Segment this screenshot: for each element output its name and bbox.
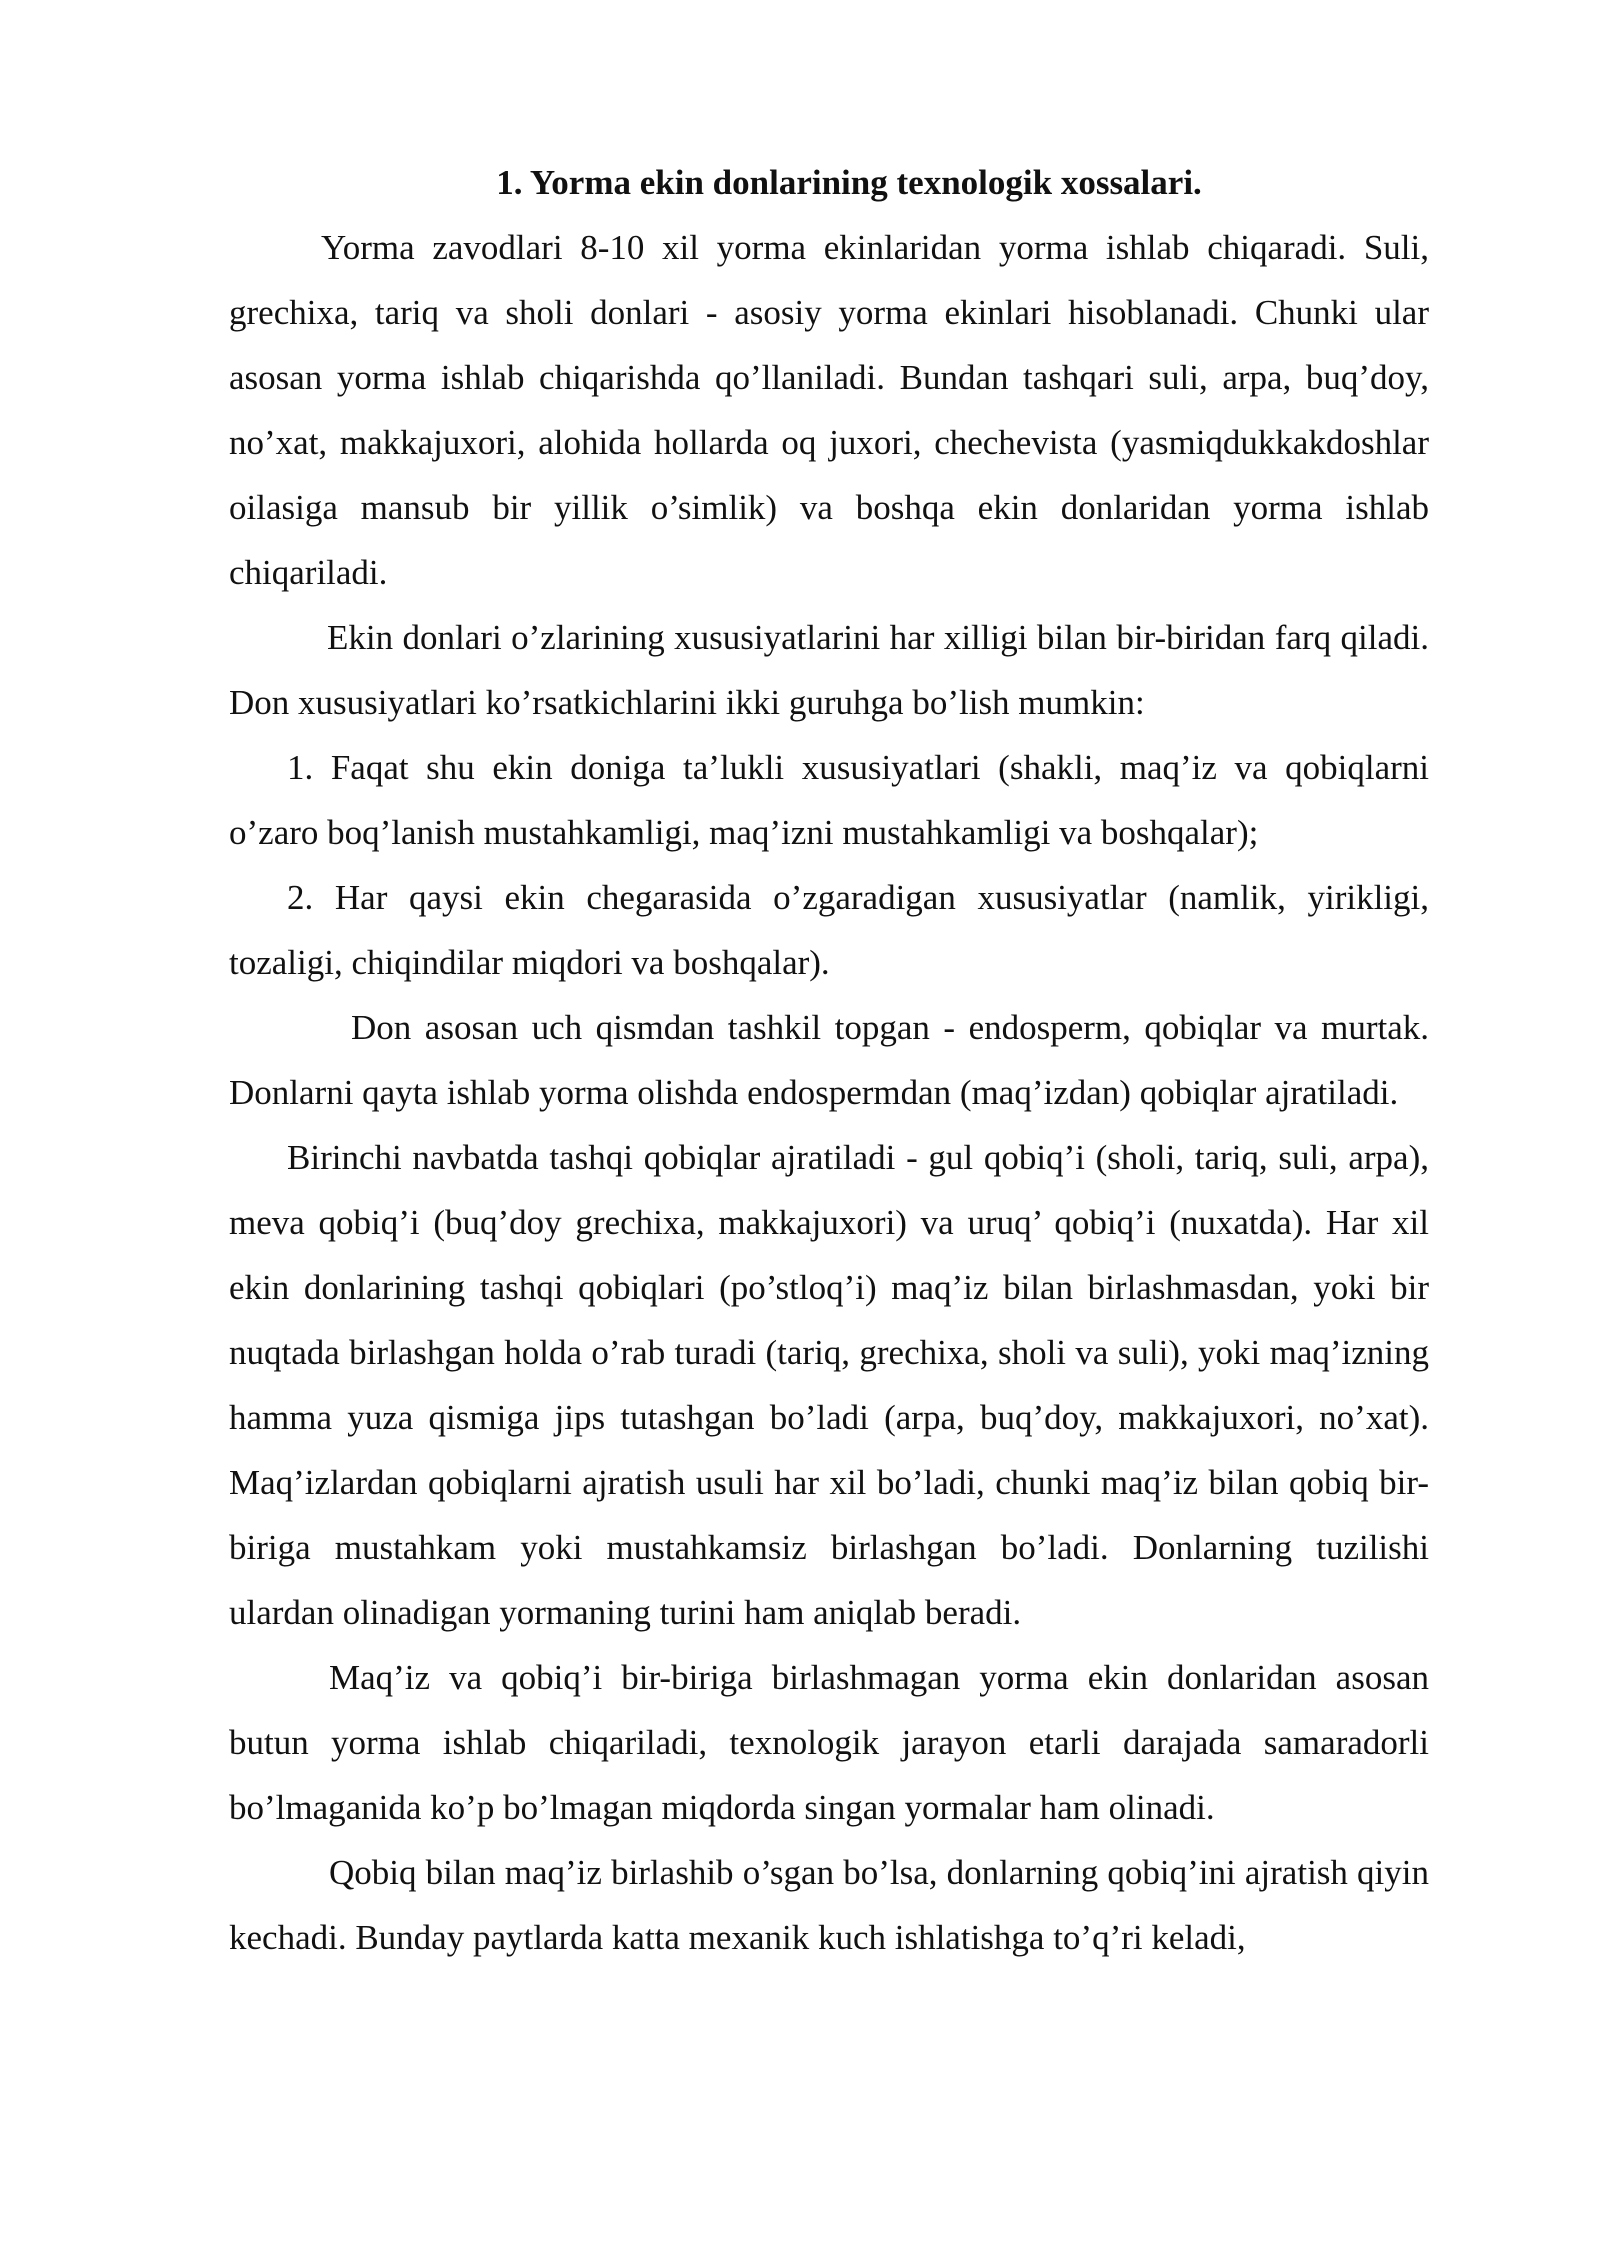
- document-body: [229, 150, 1429, 1970]
- paragraph-unjoined: Maq’iz va qobiq’i bir-biriga birlashmagan yorma ekin donlaridan asosan butun yorma ishlab chiqariladi, texnologik jarayon etarli darajada samaradorli bo’lmaganida ko’p bo’lmagan miqdorda singan yormalar ham olinadi.: [229, 1658, 1429, 1827]
- paragraph-joined: Qobiq bilan maq’iz birlashib o’sgan bo’lsa, donlarning qobiq’ini ajratish qiyin kechadi. Bunday paytlarda katta mexanik kuch ishlatishga to’q’ri keladi,: [229, 1853, 1429, 1957]
- paragraph-husks: Birinchi navbatda tashqi qobiqlar ajratiladi - gul qobiq’i (sholi, tariq, suli, arpa), meva qobiq’i (buq’doy grechixa, makkajuxori) va uruq’ qobiq’i (nuxatda). Har xil ekin donlarining tashqi qobiqlari (po’stloq’i) maq’iz bilan birlashmasdan, yoki bir nuqtada birlashgan holda o’rab turadi (tariq, grechixa, sholi va suli), yoki maq’izning hamma yuza qismiga jips tutashgan bo’ladi (arpa, buq’doy, makkajuxori, no’xat). Maq’izlardan qobiqlarni ajratish usuli har xil bo’ladi, chunki maq’iz bilan qobiq bir-biriga mustahkam yoki mustahkamsiz birlashgan bo’ladi. Donlarning tuzilishi ulardan olinadigan yormaning turini ham aniqlab beradi.: [229, 1138, 1429, 1632]
- list-item-1: 1. Faqat shu ekin doniga ta’lukli xususiyatlari (shakli, maq’iz va qobiqlarni o’zaro boq’lanish mustahkamligi, maq’izni mustahkamligi va boshqalar);: [229, 748, 1429, 852]
- paragraph-properties: Ekin donlari o’zlarining xususiyatlarini har xilligi bilan bir-biridan farq qiladi. Don xususiyatlari ko’rsatkichlarini ikki guruhga bo’lish mumkin:: [229, 618, 1429, 722]
- paragraph-structure: Don asosan uch qismdan tashkil topgan - endosperm, qobiqlar va murtak. Donlarni qayta ishlab yorma olishda endospermdan (maq’izdan) qobiqlar ajratiladi.: [229, 1008, 1429, 1112]
- list-item-2: 2. Har qaysi ekin chegarasida o’zgaradigan xususiyatlar (namlik, yirikligi, tozaligi, chiqindilar miqdori va boshqalar).: [229, 878, 1429, 982]
- section-title: 1. Yorma ekin donlarining texnologik xossalari.: [496, 163, 1202, 202]
- paragraph-intro: Yorma zavodlari 8-10 xil yorma ekinlaridan yorma ishlab chiqaradi. Suli, grechixa, tariq va sholi donlari - asosiy yorma ekinlari hisoblanadi. Chunki ular asosan yorma ishlab chiqarishda qo’llaniladi. Bundan tashqari suli, arpa, buq’doy, no’xat, makkajuxori, alohida hollarda oq juxori, chechevista (yasmiqdukkakdoshlar oilasiga mansub bir yillik o’simlik) va boshqa ekin donlaridan yorma ishlab chiqariladi.: [229, 228, 1429, 592]
